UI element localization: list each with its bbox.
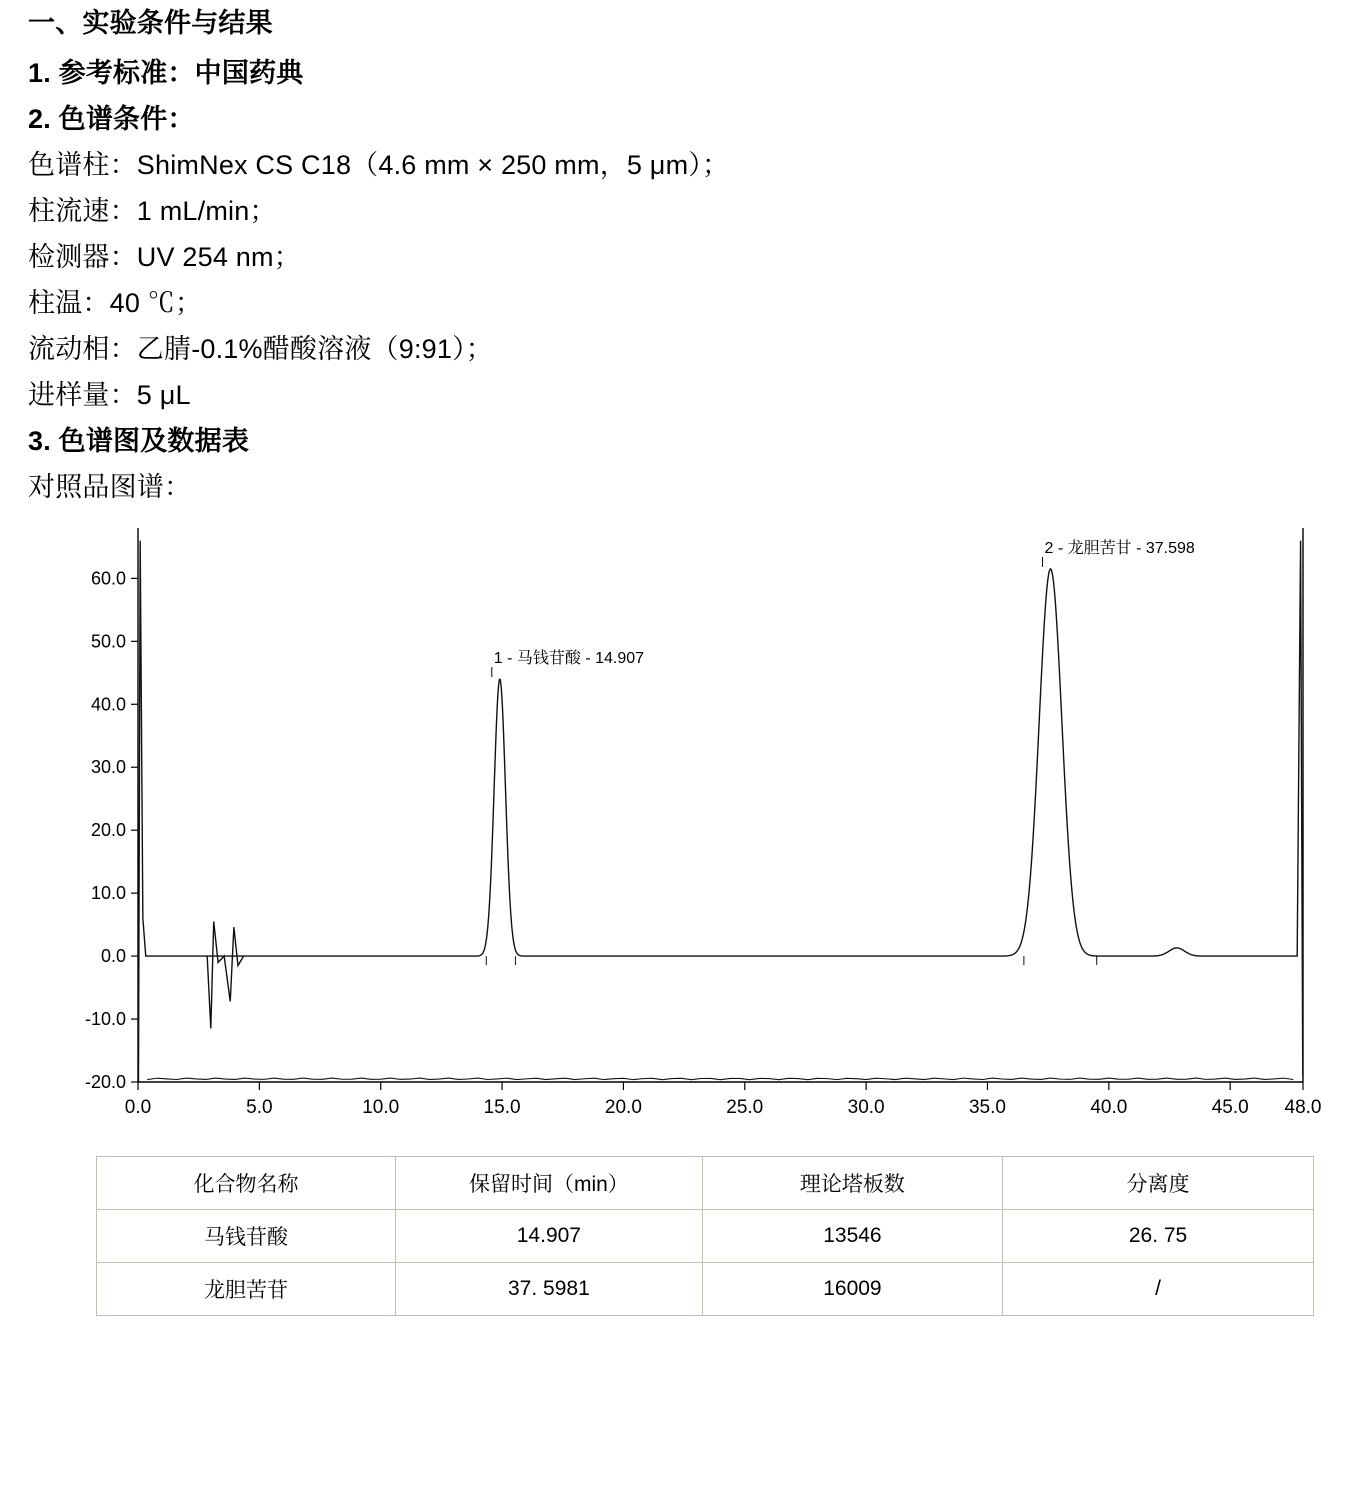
cell-resolution: 26. 75 bbox=[1003, 1210, 1314, 1263]
svg-text:35.0: 35.0 bbox=[968, 1097, 1006, 1118]
cell-resolution: / bbox=[1003, 1263, 1314, 1316]
table-header-row bbox=[97, 1157, 1314, 1210]
cell-retention-time: 14.907 bbox=[396, 1210, 703, 1263]
header-resolution: 分离度 bbox=[1003, 1157, 1314, 1210]
cell-retention-time: 37. 5981 bbox=[396, 1263, 703, 1316]
svg-text:25.0: 25.0 bbox=[726, 1097, 764, 1118]
svg-text:2 - 龙胆苦甘 - 37.598: 2 - 龙胆苦甘 - 37.598 bbox=[1044, 539, 1195, 557]
chart-peak-annotations bbox=[492, 539, 1195, 677]
svg-text:10.0: 10.0 bbox=[90, 883, 126, 904]
svg-text:-20.0: -20.0 bbox=[84, 1072, 126, 1092]
header-theoretical-plates: 理论塔板数 bbox=[702, 1157, 1002, 1210]
results-table bbox=[96, 1156, 1314, 1316]
reference-standard-line: 1. 参考标准：中国药典 bbox=[28, 58, 304, 88]
svg-text:60.0: 60.0 bbox=[90, 568, 126, 589]
table-row bbox=[97, 1263, 1314, 1316]
condition-flow-rate: 柱流速：1 mL/min； bbox=[28, 196, 277, 226]
cell-compound-name: 龙胆苦苷 bbox=[97, 1263, 396, 1316]
cell-theoretical-plates: 13546 bbox=[702, 1210, 1002, 1263]
header-retention-time: 保留时间（min） bbox=[396, 1157, 703, 1210]
page-title: 一、实验条件与结果 bbox=[28, 8, 273, 38]
svg-text:-10.0: -10.0 bbox=[84, 1009, 126, 1030]
cell-theoretical-plates: 16009 bbox=[702, 1263, 1002, 1316]
cell-compound-name: 马钱苷酸 bbox=[97, 1210, 396, 1263]
svg-text:15.0: 15.0 bbox=[483, 1097, 521, 1118]
table-row bbox=[97, 1210, 1314, 1263]
chromatographic-conditions-line: 2. 色谱条件： bbox=[28, 104, 195, 134]
section-chromatogram-and-table: 3. 色谱图及数据表 bbox=[28, 426, 250, 456]
figure-caption: 对照品图谱： bbox=[28, 472, 192, 502]
condition-mobile-phase: 流动相：乙腈-0.1%醋酸溶液（9:91）； bbox=[28, 334, 493, 364]
header-compound-name: 化合物名称 bbox=[97, 1157, 396, 1210]
svg-text:5.0: 5.0 bbox=[246, 1097, 273, 1118]
svg-text:48.0: 48.0 bbox=[1284, 1097, 1322, 1118]
svg-text:30.0: 30.0 bbox=[90, 757, 126, 778]
chromatogram-chart bbox=[28, 520, 1333, 1140]
svg-text:40.0: 40.0 bbox=[1090, 1097, 1128, 1118]
condition-temperature: 柱温：40 ℃； bbox=[28, 288, 203, 318]
svg-text:20.0: 20.0 bbox=[90, 820, 126, 841]
svg-text:40.0: 40.0 bbox=[90, 694, 126, 715]
condition-injection-volume: 进样量：5 μL bbox=[28, 380, 191, 410]
svg-text:1 - 马钱苷酸 - 14.907: 1 - 马钱苷酸 - 14.907 bbox=[493, 650, 645, 668]
condition-detector: 检测器：UV 254 nm； bbox=[28, 242, 301, 272]
chart-x-tick-labels bbox=[125, 1097, 1322, 1118]
document-text bbox=[28, 10, 1332, 501]
chart-y-tick-labels bbox=[85, 568, 126, 1092]
svg-text:30.0: 30.0 bbox=[847, 1097, 885, 1118]
svg-text:10.0: 10.0 bbox=[362, 1097, 400, 1118]
svg-text:0.0: 0.0 bbox=[124, 1097, 152, 1118]
chart-axes bbox=[131, 528, 1303, 1090]
svg-text:50.0: 50.0 bbox=[90, 631, 126, 652]
chart-trace bbox=[138, 541, 1302, 1082]
svg-text:20.0: 20.0 bbox=[604, 1097, 642, 1118]
condition-column: 色谱柱：ShimNex CS C18（4.6 mm × 250 mm，5 μm）； bbox=[28, 150, 730, 180]
chromatogram-svg bbox=[28, 520, 1333, 1140]
svg-text:45.0: 45.0 bbox=[1211, 1097, 1249, 1118]
svg-text:0.0: 0.0 bbox=[100, 946, 126, 967]
